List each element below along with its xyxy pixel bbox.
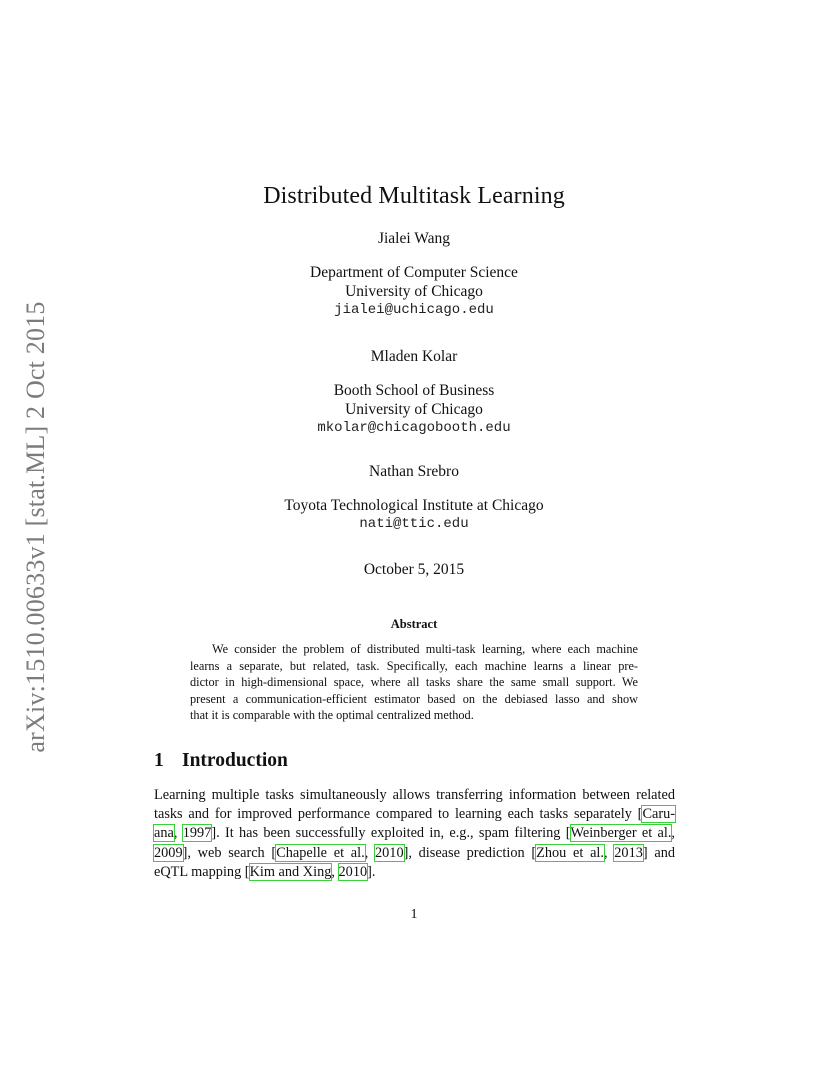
citation-link[interactable]: Chapelle et al. — [276, 844, 365, 861]
abstract-line: present a communication-efficient estimator based on the debiased lasso and show — [190, 691, 638, 706]
text-run: Learning multiple tasks simultaneously allows transferring information between related — [154, 787, 675, 803]
citation-link[interactable]: 2010 — [375, 844, 404, 861]
text-run: ]. It has been successfully exploited in, e.g., spam filtering [ — [211, 825, 571, 842]
author-department-1: Department of Computer Science — [310, 264, 518, 281]
text-run: , — [364, 844, 375, 861]
author-institution-2: University of Chicago — [345, 401, 483, 418]
page-number: 1 — [410, 907, 418, 922]
text-run: eQTL mapping [ — [154, 863, 250, 880]
abstract-line: that it is comparable with the optimal centralized method. — [190, 708, 474, 723]
citation-link[interactable]: Caru- — [642, 806, 675, 823]
citation-link[interactable]: 2010 — [338, 863, 368, 880]
text-run: , — [671, 825, 675, 842]
citation-link[interactable]: 2013 — [614, 844, 643, 861]
citation-link[interactable]: Weinberger et al. — [570, 825, 672, 842]
text-run: , — [603, 844, 615, 861]
text-run: tasks and for improved performance compared to learning each tasks separately [ — [154, 806, 643, 823]
citation-link[interactable]: 1997 — [182, 825, 212, 842]
paper-date: October 5, 2015 — [363, 561, 465, 578]
section-number: 1 — [154, 750, 164, 771]
abstract-line: We consider the problem of distributed multi-task learning, where each machine — [212, 642, 638, 656]
abstract-line: learns a separate, but related, task. Specifically, each machine learns a linear pre- — [190, 658, 638, 673]
author-department-2: Booth School of Business — [333, 382, 495, 399]
introduction-paragraph — [154, 786, 675, 882]
text-run: , — [331, 863, 339, 880]
text-run: ], web search [ — [182, 844, 277, 861]
author-department-3: Toyota Technological Institute at Chicago — [284, 497, 544, 514]
author-institution-1: University of Chicago — [345, 283, 483, 300]
arxiv-identifier-stamp: arXiv:1510.00633v1 [stat.ML] 2 Oct 2015 — [21, 301, 50, 753]
abstract-heading: Abstract — [390, 617, 438, 631]
text-run: ]. — [367, 863, 376, 880]
paragraph-line — [154, 805, 675, 824]
text-run: ], disease prediction [ — [403, 844, 537, 861]
text-run: ] and — [642, 844, 676, 861]
citation-link[interactable]: 2009 — [154, 844, 183, 861]
section-title: Introduction — [182, 750, 288, 771]
abstract-body — [190, 641, 638, 724]
author-email-3: nati@ttic.edu — [359, 516, 469, 532]
author-email-1: jialei@uchicago.edu — [334, 302, 494, 318]
paragraph-line — [154, 844, 675, 863]
paragraph-line — [154, 863, 675, 882]
author-email-2: mkolar@chicagobooth.edu — [317, 420, 511, 436]
author-name-2: Mladen Kolar — [370, 348, 458, 365]
citation-link[interactable]: Zhou et al. — [536, 844, 604, 861]
text-run: , — [173, 825, 183, 842]
author-name-3: Nathan Srebro — [369, 463, 459, 480]
paragraph-line — [154, 786, 675, 805]
section-heading — [154, 749, 288, 773]
paper-title: Distributed Multitask Learning — [263, 183, 565, 209]
citation-link[interactable]: Kim and Xing — [249, 863, 332, 880]
abstract-line: dictor in high-dimensional space, where all tasks share the same small support. We — [190, 675, 638, 690]
citation-link[interactable]: ana — [154, 825, 174, 842]
author-name-1: Jialei Wang — [377, 230, 451, 247]
paragraph-line — [154, 824, 675, 843]
